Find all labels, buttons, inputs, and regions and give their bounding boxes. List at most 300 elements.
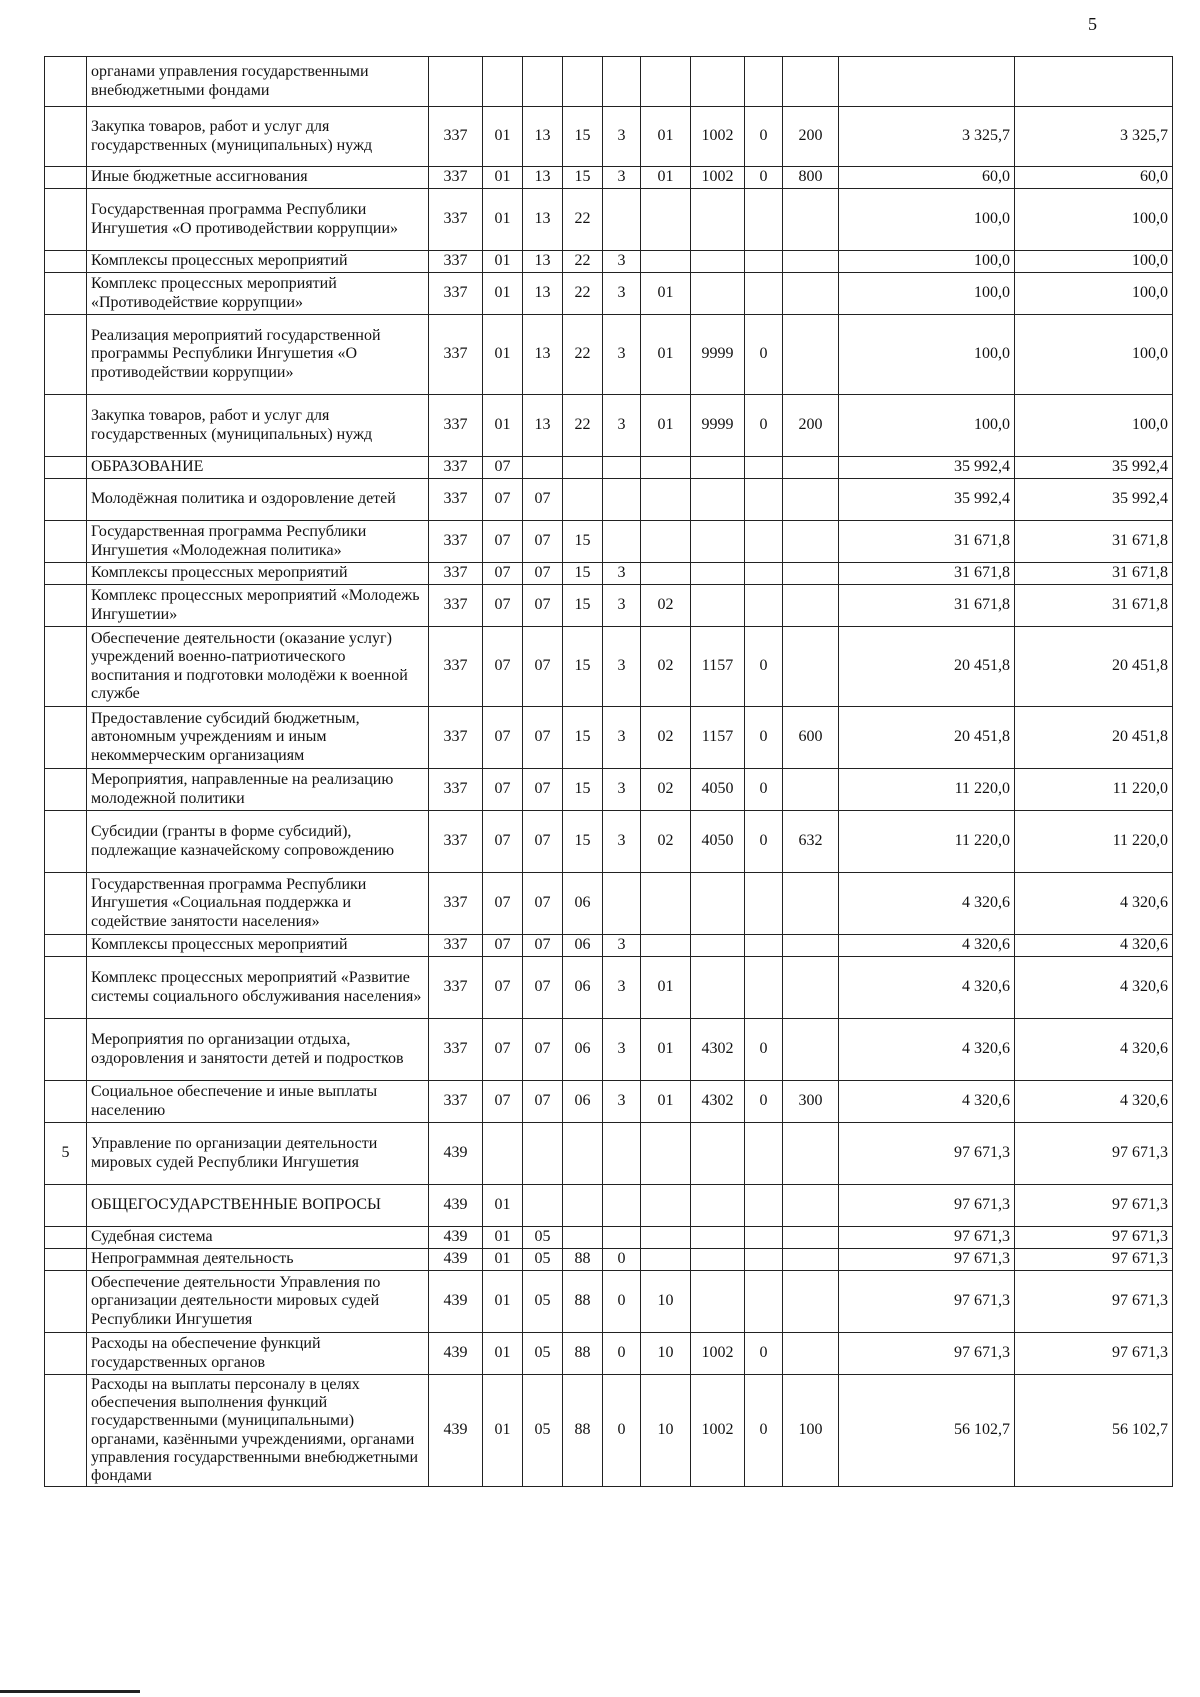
code-subsection: 07 — [523, 479, 563, 521]
code-section: 07 — [483, 811, 523, 873]
amount-year-1: 97 671,3 — [839, 1123, 1015, 1185]
code-direction — [691, 521, 745, 563]
amount-year-2: 100,0 — [1015, 189, 1173, 251]
code-direction — [691, 1185, 745, 1227]
row-name: Непрограммная деятельность — [87, 1249, 429, 1271]
table-row — [45, 1227, 1173, 1249]
amount-year-1: 20 451,8 — [839, 627, 1015, 707]
code-structure-element — [641, 457, 691, 479]
row-number — [45, 395, 87, 457]
code-program-type — [603, 521, 641, 563]
code-expense-type — [783, 585, 839, 627]
row-name: Мероприятия, направленные на реализацию молодежной политики — [87, 769, 429, 811]
code-program-type: 0 — [603, 1271, 641, 1333]
amount-year-2: 97 671,3 — [1015, 1333, 1173, 1375]
row-number — [45, 1227, 87, 1249]
code-program: 15 — [563, 563, 603, 585]
amount-year-1: 4 320,6 — [839, 873, 1015, 935]
table-row — [45, 563, 1173, 585]
code-structure-element: 01 — [641, 1019, 691, 1081]
code-direction: 4050 — [691, 769, 745, 811]
amount-year-2: 100,0 — [1015, 273, 1173, 315]
row-name: Комплексы процессных мероприятий — [87, 251, 429, 273]
code-structure-element — [641, 1227, 691, 1249]
code-ministry: 337 — [429, 707, 483, 769]
code-ministry: 337 — [429, 627, 483, 707]
code-section: 07 — [483, 769, 523, 811]
code-subsection: 13 — [523, 315, 563, 395]
code-direction: 1002 — [691, 1333, 745, 1375]
code-structure-element: 01 — [641, 395, 691, 457]
code-program: 15 — [563, 627, 603, 707]
row-number — [45, 1185, 87, 1227]
amount-year-2: 31 671,8 — [1015, 521, 1173, 563]
amount-year-2: 97 671,3 — [1015, 1271, 1173, 1333]
amount-year-2: 60,0 — [1015, 167, 1173, 189]
code-program-type: 3 — [603, 935, 641, 957]
code-direction-suffix: 0 — [745, 395, 783, 457]
row-number: 5 — [45, 1123, 87, 1185]
code-structure-element — [641, 521, 691, 563]
row-name: Молодёжная политика и оздоровление детей — [87, 479, 429, 521]
amount-year-1: 56 102,7 — [839, 1375, 1015, 1487]
footer-line — [0, 1690, 140, 1693]
code-ministry: 337 — [429, 1081, 483, 1123]
row-name: Предоставление субсидий бюджетным, автономным учреждениям и иным некоммерческим организациям — [87, 707, 429, 769]
amount-year-1: 35 992,4 — [839, 457, 1015, 479]
code-section: 07 — [483, 585, 523, 627]
code-section: 01 — [483, 395, 523, 457]
amount-year-1: 31 671,8 — [839, 563, 1015, 585]
table-row — [45, 395, 1173, 457]
code-structure-element — [641, 189, 691, 251]
code-structure-element — [641, 563, 691, 585]
code-section: 07 — [483, 479, 523, 521]
code-program-type — [603, 57, 641, 107]
table-row — [45, 521, 1173, 563]
code-direction — [691, 1249, 745, 1271]
code-ministry: 337 — [429, 769, 483, 811]
code-direction: 1002 — [691, 167, 745, 189]
code-section — [483, 1123, 523, 1185]
code-program-type — [603, 1227, 641, 1249]
table-row — [45, 107, 1173, 167]
amount-year-2: 31 671,8 — [1015, 585, 1173, 627]
amount-year-2: 4 320,6 — [1015, 873, 1173, 935]
code-program-type — [603, 457, 641, 479]
code-program — [563, 457, 603, 479]
code-structure-element: 01 — [641, 315, 691, 395]
code-direction-suffix — [745, 935, 783, 957]
amount-year-1: 4 320,6 — [839, 935, 1015, 957]
table-row — [45, 1185, 1173, 1227]
code-structure-element — [641, 57, 691, 107]
row-number — [45, 563, 87, 585]
code-program: 15 — [563, 521, 603, 563]
row-number — [45, 167, 87, 189]
row-name: Комплекс процессных мероприятий «Развитие системы социального обслуживания населения» — [87, 957, 429, 1019]
code-subsection: 13 — [523, 107, 563, 167]
table-row — [45, 189, 1173, 251]
row-name: Реализация мероприятий государственной программы Республики Ингушетия «О противодействии коррупции» — [87, 315, 429, 395]
row-name: Социальное обеспечение и иные выплаты населению — [87, 1081, 429, 1123]
row-name: Закупка товаров, работ и услуг для государственных (муниципальных) нужд — [87, 395, 429, 457]
row-number — [45, 251, 87, 273]
code-program-type: 3 — [603, 585, 641, 627]
code-ministry: 337 — [429, 167, 483, 189]
code-program-type — [603, 1123, 641, 1185]
code-direction-suffix — [745, 1227, 783, 1249]
code-section: 07 — [483, 707, 523, 769]
code-direction — [691, 1227, 745, 1249]
row-number — [45, 769, 87, 811]
amount-year-2: 56 102,7 — [1015, 1375, 1173, 1487]
code-subsection: 07 — [523, 811, 563, 873]
amount-year-1: 100,0 — [839, 251, 1015, 273]
code-section: 07 — [483, 873, 523, 935]
code-subsection: 05 — [523, 1249, 563, 1271]
code-program: 22 — [563, 189, 603, 251]
row-number — [45, 521, 87, 563]
code-program: 06 — [563, 935, 603, 957]
code-section: 07 — [483, 957, 523, 1019]
code-subsection: 05 — [523, 1333, 563, 1375]
code-direction — [691, 935, 745, 957]
row-name: Управление по организации деятельности мировых судей Республики Ингушетия — [87, 1123, 429, 1185]
code-expense-type — [783, 1333, 839, 1375]
code-subsection: 07 — [523, 707, 563, 769]
code-direction — [691, 873, 745, 935]
code-expense-type: 600 — [783, 707, 839, 769]
code-program: 15 — [563, 769, 603, 811]
code-subsection — [523, 1123, 563, 1185]
code-program: 15 — [563, 107, 603, 167]
code-direction-suffix — [745, 189, 783, 251]
code-ministry: 439 — [429, 1185, 483, 1227]
row-name: ОБРАЗОВАНИЕ — [87, 457, 429, 479]
code-ministry: 337 — [429, 563, 483, 585]
code-direction: 1157 — [691, 627, 745, 707]
amount-year-1: 11 220,0 — [839, 811, 1015, 873]
code-direction — [691, 1271, 745, 1333]
row-number — [45, 1249, 87, 1271]
amount-year-2: 100,0 — [1015, 251, 1173, 273]
code-section: 01 — [483, 107, 523, 167]
amount-year-2: 11 220,0 — [1015, 811, 1173, 873]
code-expense-type: 300 — [783, 1081, 839, 1123]
code-program: 88 — [563, 1271, 603, 1333]
code-program — [563, 479, 603, 521]
code-ministry: 337 — [429, 811, 483, 873]
amount-year-1: 100,0 — [839, 273, 1015, 315]
row-name: Обеспечение деятельности (оказание услуг) учреждений военно-патриотического воспитания и подготовки молодёжи к военной службе — [87, 627, 429, 707]
code-ministry: 337 — [429, 457, 483, 479]
code-program-type — [603, 189, 641, 251]
code-structure-element — [641, 1123, 691, 1185]
code-structure-element — [641, 873, 691, 935]
amount-year-2: 4 320,6 — [1015, 935, 1173, 957]
row-number — [45, 57, 87, 107]
code-structure-element: 01 — [641, 1081, 691, 1123]
amount-year-2: 4 320,6 — [1015, 1081, 1173, 1123]
code-ministry: 337 — [429, 107, 483, 167]
code-direction-suffix: 0 — [745, 107, 783, 167]
code-ministry: 439 — [429, 1249, 483, 1271]
row-number — [45, 1019, 87, 1081]
amount-year-2: 97 671,3 — [1015, 1227, 1173, 1249]
row-number — [45, 1333, 87, 1375]
row-name: Судебная система — [87, 1227, 429, 1249]
amount-year-1: 31 671,8 — [839, 521, 1015, 563]
code-program-type: 3 — [603, 395, 641, 457]
code-structure-element: 01 — [641, 107, 691, 167]
row-number — [45, 457, 87, 479]
code-expense-type — [783, 1249, 839, 1271]
code-direction-suffix — [745, 457, 783, 479]
code-structure-element: 10 — [641, 1271, 691, 1333]
code-subsection — [523, 1185, 563, 1227]
code-program-type: 3 — [603, 627, 641, 707]
code-direction-suffix: 0 — [745, 167, 783, 189]
row-name: ОБЩЕГОСУДАРСТВЕННЫЕ ВОПРОСЫ — [87, 1185, 429, 1227]
code-expense-type: 200 — [783, 395, 839, 457]
amount-year-1: 4 320,6 — [839, 957, 1015, 1019]
amount-year-2: 20 451,8 — [1015, 627, 1173, 707]
code-section: 01 — [483, 273, 523, 315]
code-structure-element: 10 — [641, 1375, 691, 1487]
code-direction: 9999 — [691, 395, 745, 457]
row-name: Комплексы процессных мероприятий — [87, 563, 429, 585]
row-number — [45, 935, 87, 957]
amount-year-2: 3 325,7 — [1015, 107, 1173, 167]
amount-year-1: 4 320,6 — [839, 1081, 1015, 1123]
code-direction-suffix — [745, 1249, 783, 1271]
code-subsection: 05 — [523, 1375, 563, 1487]
amount-year-1: 100,0 — [839, 395, 1015, 457]
code-direction-suffix: 0 — [745, 627, 783, 707]
code-subsection: 07 — [523, 563, 563, 585]
code-direction-suffix — [745, 273, 783, 315]
code-structure-element: 02 — [641, 707, 691, 769]
code-program — [563, 57, 603, 107]
code-program: 06 — [563, 957, 603, 1019]
amount-year-1: 11 220,0 — [839, 769, 1015, 811]
amount-year-1: 97 671,3 — [839, 1185, 1015, 1227]
code-ministry — [429, 57, 483, 107]
row-number — [45, 273, 87, 315]
row-name: Государственная программа Республики Ингушетия «О противодействии коррупции» — [87, 189, 429, 251]
row-name: Комплекс процессных мероприятий «Молодежь Ингушетии» — [87, 585, 429, 627]
code-direction-suffix: 0 — [745, 707, 783, 769]
code-direction: 4050 — [691, 811, 745, 873]
table-row — [45, 1019, 1173, 1081]
code-ministry: 337 — [429, 251, 483, 273]
code-structure-element — [641, 935, 691, 957]
code-subsection: 07 — [523, 873, 563, 935]
code-ministry: 337 — [429, 935, 483, 957]
table-row — [45, 707, 1173, 769]
code-ministry: 439 — [429, 1123, 483, 1185]
code-section: 01 — [483, 1375, 523, 1487]
code-direction — [691, 585, 745, 627]
code-direction — [691, 251, 745, 273]
table-row — [45, 1123, 1173, 1185]
code-subsection — [523, 57, 563, 107]
code-expense-type — [783, 873, 839, 935]
amount-year-2: 100,0 — [1015, 315, 1173, 395]
amount-year-2: 35 992,4 — [1015, 457, 1173, 479]
code-section: 07 — [483, 627, 523, 707]
code-subsection: 13 — [523, 189, 563, 251]
code-direction — [691, 479, 745, 521]
table-row — [45, 957, 1173, 1019]
code-structure-element: 01 — [641, 957, 691, 1019]
code-expense-type — [783, 273, 839, 315]
code-expense-type — [783, 315, 839, 395]
code-subsection: 13 — [523, 273, 563, 315]
code-program-type: 3 — [603, 273, 641, 315]
row-number — [45, 1375, 87, 1487]
row-number — [45, 1271, 87, 1333]
table-row — [45, 585, 1173, 627]
code-section: 01 — [483, 167, 523, 189]
row-number — [45, 1081, 87, 1123]
code-program — [563, 1227, 603, 1249]
code-program: 15 — [563, 811, 603, 873]
code-direction-suffix: 0 — [745, 1019, 783, 1081]
code-structure-element — [641, 479, 691, 521]
code-program-type — [603, 1185, 641, 1227]
code-subsection: 07 — [523, 627, 563, 707]
code-expense-type — [783, 457, 839, 479]
code-program-type: 3 — [603, 1081, 641, 1123]
table-row — [45, 273, 1173, 315]
table-row — [45, 1081, 1173, 1123]
row-name: Мероприятия по организации отдыха, оздоровления и занятости детей и подростков — [87, 1019, 429, 1081]
amount-year-2: 35 992,4 — [1015, 479, 1173, 521]
code-program: 15 — [563, 585, 603, 627]
amount-year-1: 20 451,8 — [839, 707, 1015, 769]
code-section: 07 — [483, 521, 523, 563]
code-structure-element — [641, 1249, 691, 1271]
amount-year-2 — [1015, 57, 1173, 107]
code-expense-type: 800 — [783, 167, 839, 189]
code-expense-type: 632 — [783, 811, 839, 873]
row-number — [45, 957, 87, 1019]
code-ministry: 337 — [429, 315, 483, 395]
code-structure-element: 10 — [641, 1333, 691, 1375]
code-program: 15 — [563, 167, 603, 189]
code-direction-suffix — [745, 479, 783, 521]
code-direction-suffix — [745, 563, 783, 585]
code-direction-suffix: 0 — [745, 1081, 783, 1123]
code-section: 01 — [483, 315, 523, 395]
code-program: 06 — [563, 1019, 603, 1081]
code-direction: 1002 — [691, 107, 745, 167]
code-expense-type — [783, 1185, 839, 1227]
code-ministry: 337 — [429, 957, 483, 1019]
code-ministry: 337 — [429, 521, 483, 563]
code-subsection: 07 — [523, 769, 563, 811]
code-direction — [691, 189, 745, 251]
code-program: 15 — [563, 707, 603, 769]
code-subsection: 07 — [523, 957, 563, 1019]
code-ministry: 439 — [429, 1227, 483, 1249]
row-name: Иные бюджетные ассигнования — [87, 167, 429, 189]
table-row — [45, 315, 1173, 395]
code-ministry: 337 — [429, 273, 483, 315]
code-direction: 4302 — [691, 1081, 745, 1123]
code-ministry: 337 — [429, 189, 483, 251]
table-row — [45, 811, 1173, 873]
code-structure-element: 02 — [641, 811, 691, 873]
code-direction-suffix — [745, 873, 783, 935]
row-number — [45, 873, 87, 935]
amount-year-2: 4 320,6 — [1015, 957, 1173, 1019]
table-row — [45, 167, 1173, 189]
code-ministry: 337 — [429, 479, 483, 521]
table-row — [45, 873, 1173, 935]
code-direction-suffix: 0 — [745, 315, 783, 395]
code-subsection: 07 — [523, 1019, 563, 1081]
code-program-type: 0 — [603, 1375, 641, 1487]
code-ministry: 337 — [429, 395, 483, 457]
code-expense-type — [783, 563, 839, 585]
code-structure-element: 02 — [641, 585, 691, 627]
code-program: 88 — [563, 1249, 603, 1271]
code-direction-suffix: 0 — [745, 1375, 783, 1487]
code-ministry: 439 — [429, 1375, 483, 1487]
code-program-type — [603, 479, 641, 521]
code-program: 06 — [563, 873, 603, 935]
code-direction-suffix: 0 — [745, 769, 783, 811]
code-direction: 1002 — [691, 1375, 745, 1487]
amount-year-2: 20 451,8 — [1015, 707, 1173, 769]
row-number — [45, 627, 87, 707]
code-direction-suffix — [745, 521, 783, 563]
code-program-type: 3 — [603, 769, 641, 811]
amount-year-1: 100,0 — [839, 315, 1015, 395]
code-direction-suffix — [745, 1123, 783, 1185]
table-row — [45, 1249, 1173, 1271]
code-expense-type — [783, 1019, 839, 1081]
code-section: 07 — [483, 1019, 523, 1081]
code-direction-suffix: 0 — [745, 811, 783, 873]
table-row — [45, 251, 1173, 273]
code-program: 06 — [563, 1081, 603, 1123]
amount-year-1: 97 671,3 — [839, 1333, 1015, 1375]
code-structure-element — [641, 251, 691, 273]
code-direction-suffix — [745, 1185, 783, 1227]
amount-year-2: 31 671,8 — [1015, 563, 1173, 585]
code-subsection — [523, 457, 563, 479]
code-program: 88 — [563, 1375, 603, 1487]
code-program-type: 0 — [603, 1249, 641, 1271]
code-expense-type: 100 — [783, 1375, 839, 1487]
code-ministry: 337 — [429, 873, 483, 935]
row-number — [45, 189, 87, 251]
amount-year-2: 4 320,6 — [1015, 1019, 1173, 1081]
amount-year-2: 97 671,3 — [1015, 1185, 1173, 1227]
budget-table — [44, 56, 1173, 1487]
code-structure-element: 01 — [641, 273, 691, 315]
code-ministry: 439 — [429, 1333, 483, 1375]
code-program-type — [603, 873, 641, 935]
code-program: 22 — [563, 273, 603, 315]
code-subsection: 13 — [523, 251, 563, 273]
amount-year-2: 100,0 — [1015, 395, 1173, 457]
row-name: Субсидии (гранты в форме субсидий), подлежащие казначейскому сопровождению — [87, 811, 429, 873]
